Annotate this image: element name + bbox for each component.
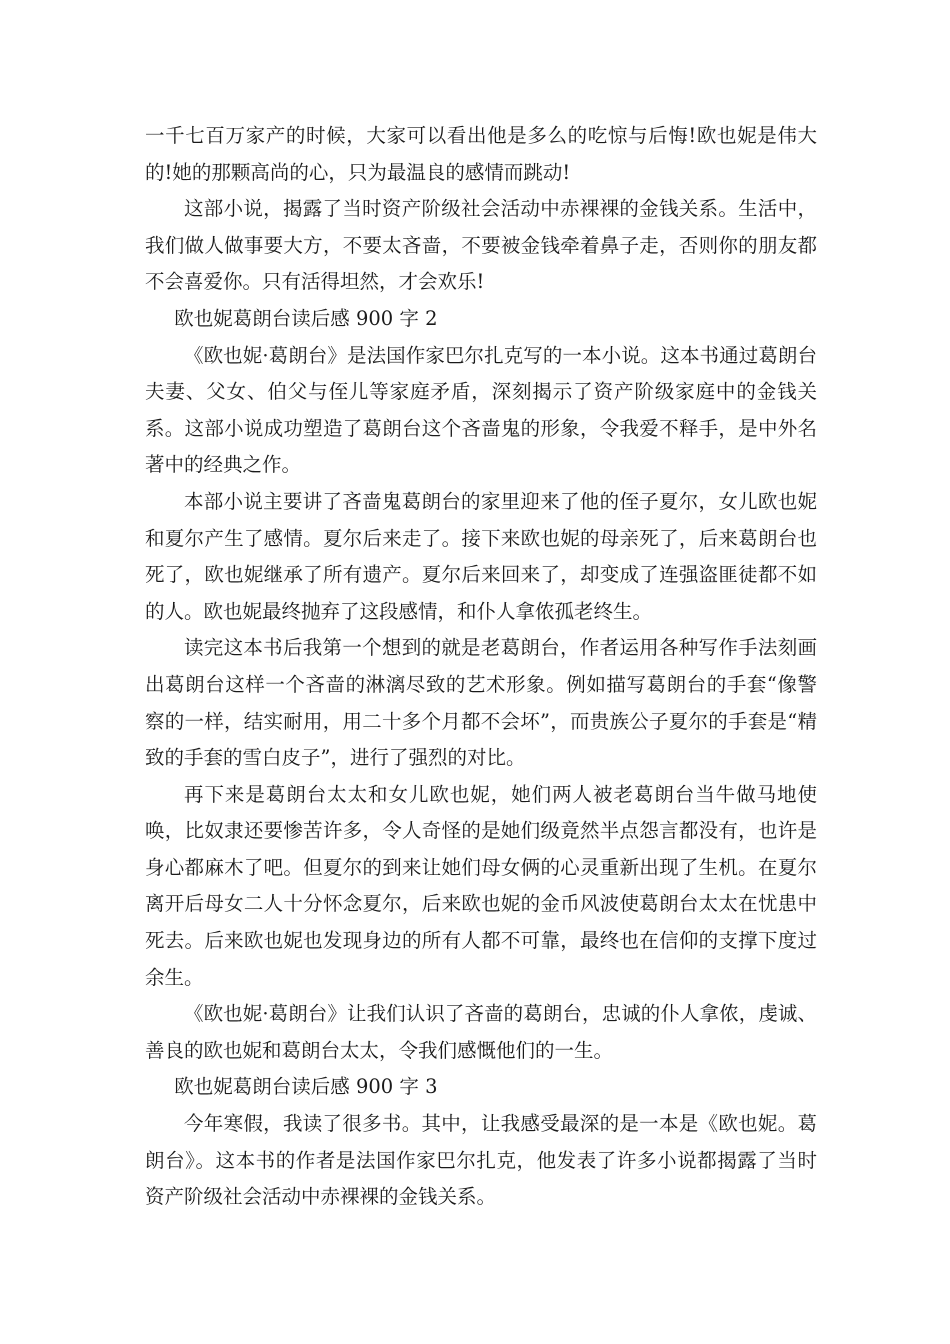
document-page: [145, 118, 817, 1216]
paragraph: 这部小说，揭露了当时资产阶级社会活动中赤裸裸的金钱关系。生活中，我们做人做事要大方，不要太吝啬，不要被金钱牵着鼻子走，否则你的朋友都不会喜爱你。只有活得坦然，才会欢乐!: [145, 197, 817, 294]
paragraph: 《欧也妮·葛朗台》让我们认识了吝啬的葛朗台，忠诚的仆人拿侬，虔诚、善良的欧也妮和葛朗台太太，令我们感慨他们的一生。: [145, 1002, 817, 1062]
paragraph: 今年寒假，我读了很多书。其中，让我感受最深的是一本是《欧也妮。葛朗台》。这本书的作者是法国作家巴尔扎克，他发表了许多小说都揭露了当时资产阶级社会活动中赤裸裸的金钱关系。: [145, 1112, 817, 1209]
paragraph-continuation: 一千七百万家产的时候，大家可以看出他是多么的吃惊与后悔!欧也妮是伟大的!她的那颗高尚的心，只为最温良的感情而跳动!: [145, 124, 817, 184]
paragraph: 读完这本书后我第一个想到的就是老葛朗台，作者运用各种写作手法刻画出葛朗台这样一个吝啬的淋漓尽致的艺术形象。例如描写葛朗台的手套“像警察的一样，结实耐用，用二十多个月都不会坏”，而贵族公子夏尔的手套是“精致的手套的雪白皮子”，进行了强烈的对比。: [145, 636, 817, 770]
paragraph: 本部小说主要讲了吝啬鬼葛朗台的家里迎来了他的侄子夏尔，女儿欧也妮和夏尔产生了感情。夏尔后来走了。接下来欧也妮的母亲死了，后来葛朗台也死了，欧也妮继承了所有遗产。夏尔后来回来了，却变成了连强盗匪徒都不如的人。欧也妮最终抛弃了这段感情，和仆人拿侬孤老终生。: [145, 489, 817, 623]
section-heading: 欧也妮葛朗台读后感 900 字 3: [174, 1075, 438, 1099]
section-heading: 欧也妮葛朗台读后感 900 字 2: [174, 306, 438, 330]
paragraph: 《欧也妮·葛朗台》是法国作家巴尔扎克写的一本小说。这本书通过葛朗台夫妻、父女、伯父与侄儿等家庭矛盾，深刻揭示了资产阶级家庭中的金钱关系。这部小说成功塑造了葛朗台这个吝啬鬼的形象，令我爱不释手，是中外名著中的经典之作。: [145, 343, 817, 477]
paragraph: 再下来是葛朗台太太和女儿欧也妮，她们两人被老葛朗台当牛做马地使唤，比奴隶还要惨苦许多，令人奇怪的是她们级竟然半点怨言都没有，也许是身心都麻木了吧。但夏尔的到来让她们母女俩的心灵重新出现了生机。在夏尔离开后母女二人十分怀念夏尔，后来欧也妮的金币风波使葛朗台太太在忧患中死去。后来欧也妮也发现身边的所有人都不可靠，最终也在信仰的支撑下度过余生。: [145, 782, 817, 989]
